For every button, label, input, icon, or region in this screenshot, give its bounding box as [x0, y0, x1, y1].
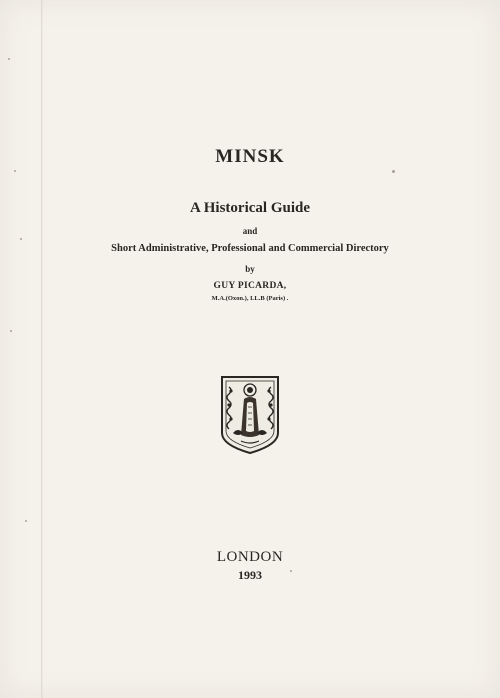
publication-place: LONDON — [216, 549, 284, 565]
paper-speck — [8, 58, 10, 60]
book-subtitle: A Historical Guide — [190, 200, 310, 216]
paper-speck — [14, 170, 16, 172]
page-fold — [41, 0, 43, 698]
by-text: by — [245, 264, 255, 274]
paper-speck — [20, 238, 22, 240]
directory-line: Short Administrative, Professional and Commercial Directory — [111, 243, 389, 254]
paper-speck — [10, 330, 12, 332]
paper-speck — [392, 170, 395, 173]
author-name: GUY PICARDA, — [213, 281, 287, 291]
paper-speck — [25, 520, 27, 522]
coat-of-arms-icon — [219, 375, 281, 455]
conjunction-text: and — [242, 226, 258, 236]
author-degrees: M.A.(Oxon.), LL.B (Paris) . — [211, 295, 289, 302]
book-title: MINSK — [215, 146, 285, 167]
publication-year: 1993 — [238, 568, 262, 582]
